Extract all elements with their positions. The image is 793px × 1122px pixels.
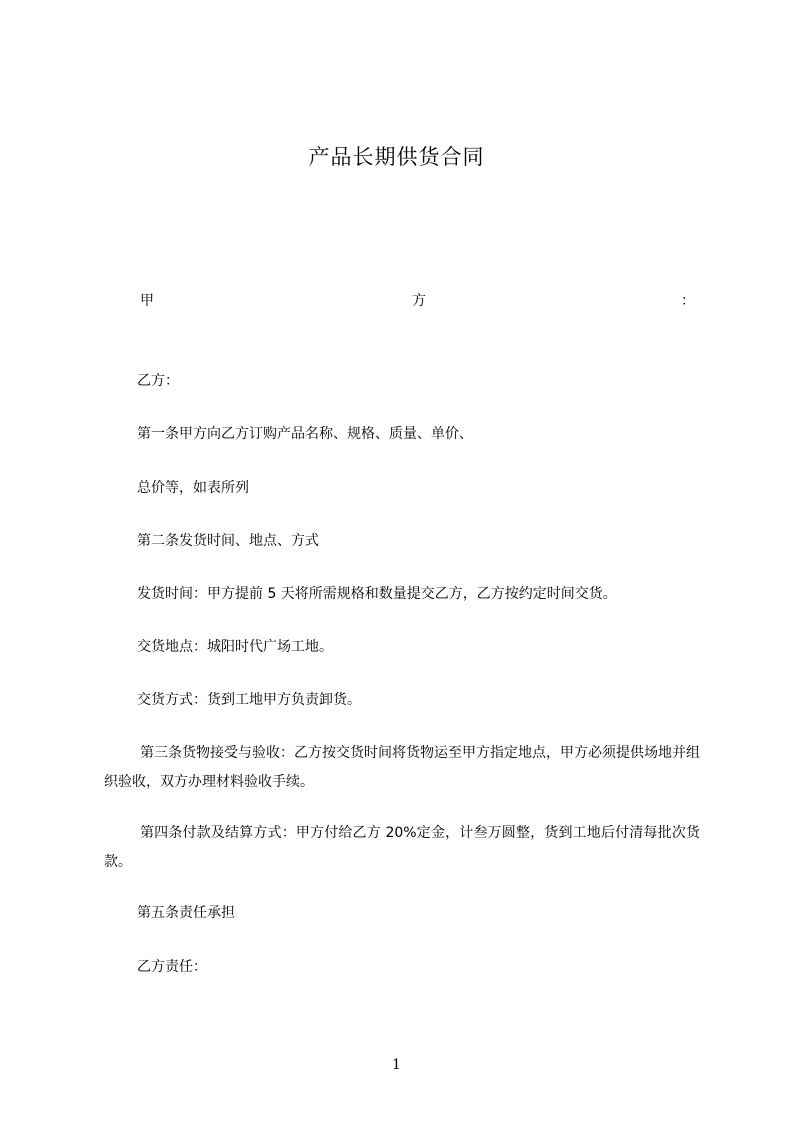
party-a-colon: ： <box>681 293 695 309</box>
article3-paragraph: 第三条货物接受与验收：乙方按交货时间将货物运至甲方指定地点，甲方必须提供场地并组织验收，双方办理材料验收手续。 <box>104 745 700 790</box>
article5-heading: 第五条责任承担 <box>137 905 235 921</box>
party-a-line <box>137 290 695 312</box>
party-b-responsibility-heading: 乙方责任： <box>137 959 207 975</box>
document-title: 产品长期供货合同 <box>308 145 485 169</box>
article4-paragraph: 第四条付款及结算方式：甲方付给乙方 20%定金，计叁万圆整，货到工地后付清每批次货款。 <box>104 825 700 870</box>
delivery-place-clause: 交货地点：城阳时代广场工地。 <box>137 639 333 655</box>
article2-heading: 第二条发货时间、地点、方式 <box>137 533 319 549</box>
party-a-char-fang: 方 <box>412 293 426 309</box>
party-a-char-jia: 甲 <box>140 293 154 309</box>
delivery-time-clause: 发货时间：甲方提前 5 天将所需规格和数量提交乙方，乙方按约定时间交货。 <box>137 586 617 602</box>
article1-line2: 总价等，如表所列 <box>137 480 249 496</box>
delivery-method-clause: 交货方式：货到工地甲方负责卸货。 <box>137 692 361 708</box>
party-b-line: 乙方： <box>137 373 179 389</box>
article1-line1: 第一条甲方向乙方订购产品名称、规格、质量、单价、 <box>137 426 473 442</box>
page-number: 1 <box>392 1057 401 1073</box>
